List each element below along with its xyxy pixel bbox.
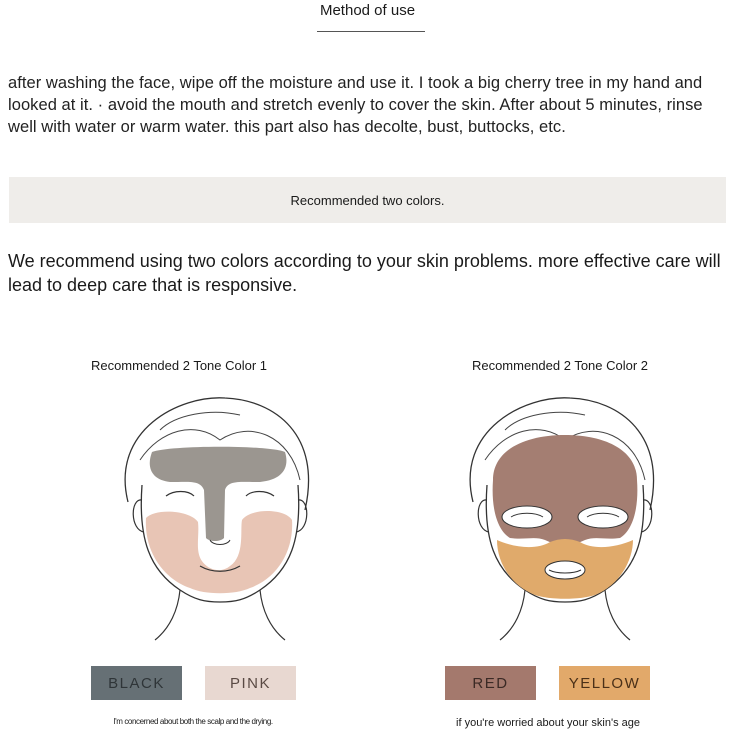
swatch-red-label: RED: [472, 674, 509, 692]
tone-2-caption: if you're worried about your skin's age: [456, 717, 640, 729]
tone-1-title: Recommended 2 Tone Color 1: [90, 358, 268, 373]
swatch-pink: [205, 666, 296, 700]
face-illustration-1: [100, 390, 340, 642]
tone-2-title: Recommended 2 Tone Color 2: [471, 358, 649, 373]
swatch-red: [445, 666, 536, 700]
face-illustration-2: [445, 390, 685, 642]
swatch-yellow-label: YELLOW: [568, 674, 641, 692]
banner-label: Recommended two colors.: [290, 192, 445, 208]
tone-1-caption: I'm concerned about both the scalp and the drying.: [113, 717, 273, 726]
swatch-black: [91, 666, 182, 700]
recommend-banner: [9, 177, 726, 223]
swatch-pink-label: PINK: [229, 674, 271, 692]
upper-face-mask: [493, 435, 638, 545]
recommendation-text: We recommend using two colors according to your skin problems. more effective care will lead to deep care that is responsive.: [8, 251, 721, 295]
section-heading: Method of use: [319, 2, 416, 19]
heading-underline: [317, 31, 425, 32]
swatch-yellow: [559, 666, 650, 700]
instructions-text: after washing the face, wipe off the moisture and use it. I took a big cherry tree in my hand and looked at it. · avoid the mouth and stretch evenly to cover the skin. After about 5 minutes, rinse well with water or warm water. this part also has decolte, bust, buttocks, etc.: [8, 74, 703, 136]
swatch-black-label: BLACK: [108, 674, 165, 692]
